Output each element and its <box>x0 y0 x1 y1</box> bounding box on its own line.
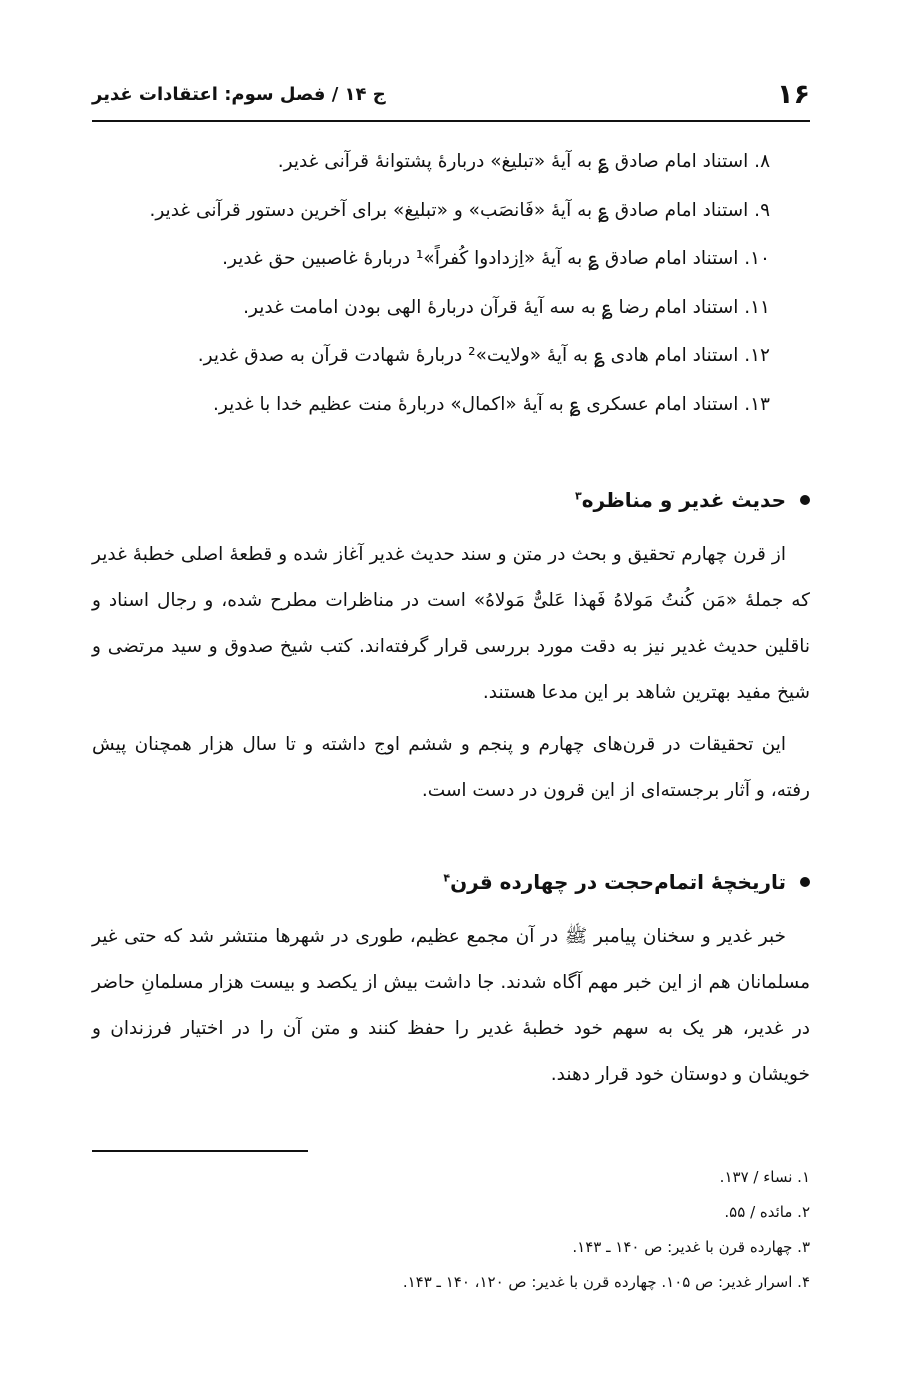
page-number: ۱۶ <box>777 78 810 110</box>
section-heading-hadith <box>92 488 810 512</box>
header-rule <box>92 120 810 122</box>
page-header <box>92 74 810 114</box>
footnote-item: ۴. اسرار غدیر: ص ۱۰۵. چهارده قرن با غدیر: ص ۱۲۰، ۱۴۰ ـ ۱۴۳. <box>402 1273 810 1291</box>
list-item: ۸. استناد امام صادق ؏ به آیهٔ «تبلیغ» دربارهٔ پشتوانهٔ قرآنی غدیر. <box>277 151 770 172</box>
bullet-icon <box>800 877 810 887</box>
bullet-icon <box>800 495 810 505</box>
running-title: ج ۱۴ / فصل سوم: اعتقادات غدیر <box>92 83 386 105</box>
footnote-ref: ۳ <box>575 489 582 503</box>
paragraph: خبر غدیر و سخنان پیامبر ﷺ در آن مجمع عظیم، طوری در شهرها منتشر شد که حتی غیر مسلمانان هم از این خبر مهم آگاه شدند. جا داشت بیش از یکصد و بیست هزار مسلمانِ حاضر در غدیر، هر یک به سهم خود خطبهٔ غدیر را حفظ کنند و متن آن را در اختیار فرزندان و خویشان و دوستان خود قرار دهند. <box>92 926 810 1085</box>
section-heading-text: تاریخچهٔ اتمام‌حجت در چهارده قرن <box>450 870 786 894</box>
paragraph: از قرن چهارم تحقیق و بحث در متن و سند حدیث غدیر آغاز شده و قطعهٔ اصلی خطبهٔ غدیر که جملهٔ «مَن کُنتُ مَولاهُ فَهذا عَلیٌّ مَولاهُ» است در مناظرات مطرح شده، و رجال اسناد و ناقلین حدیث غدیر نیز به دقت مورد بررسی قرار گرفته‌اند. کتب شیخ صدوق و سید مرتضی و شیخ مفید بهترین شاهد بر این مدعا هستند. <box>92 544 810 703</box>
list-item: ۱۳. استناد امام عسکری ؏ به آیهٔ «اکمال» دربارهٔ منت عظیم خدا با غدیر. <box>213 393 770 415</box>
footnote-item: ۱. نساء / ۱۳۷. <box>719 1168 810 1186</box>
footnote-rule <box>92 1150 308 1152</box>
list-item: ۱۲. استناد امام هادی ؏ به آیهٔ «ولایت»² دربارهٔ شهادت قرآن به صدق غدیر. <box>197 345 770 366</box>
footnote-item: ۲. مائده / ۵۵. <box>724 1203 810 1221</box>
numbered-list <box>92 138 770 429</box>
book-page <box>92 60 810 1360</box>
list-item: ۱۱. استناد امام رضا ؏ به سه آیهٔ قرآن دربارهٔ الهی بودن امامت غدیر. <box>243 296 770 318</box>
list-item: ۱۰. استناد امام صادق ؏ به آیهٔ «اِزدادوا کُفراً»¹ دربارهٔ غاصبین حق غدیر. <box>222 248 770 269</box>
list-item: ۹. استناد امام صادق ؏ به آیهٔ «فَانصَب» و «تبلیغ» برای آخرین دستور قرآنی غدیر. <box>149 199 770 221</box>
footnote-ref: ۴ <box>443 871 451 885</box>
section-heading-history <box>92 870 810 894</box>
footnotes <box>92 1160 810 1300</box>
paragraph: این تحقیقات در قرن‌های چهارم و پنجم و ششم اوج داشته و تا سال هزار همچنان پیش رفته، و آثار برجسته‌ای از این قرون در دست است. <box>92 734 810 801</box>
section-heading-text: حدیث غدیر و مناظره <box>581 488 786 512</box>
footnote-item: ۳. چهارده قرن با غدیر: ص ۱۴۰ ـ ۱۴۳. <box>572 1238 810 1256</box>
